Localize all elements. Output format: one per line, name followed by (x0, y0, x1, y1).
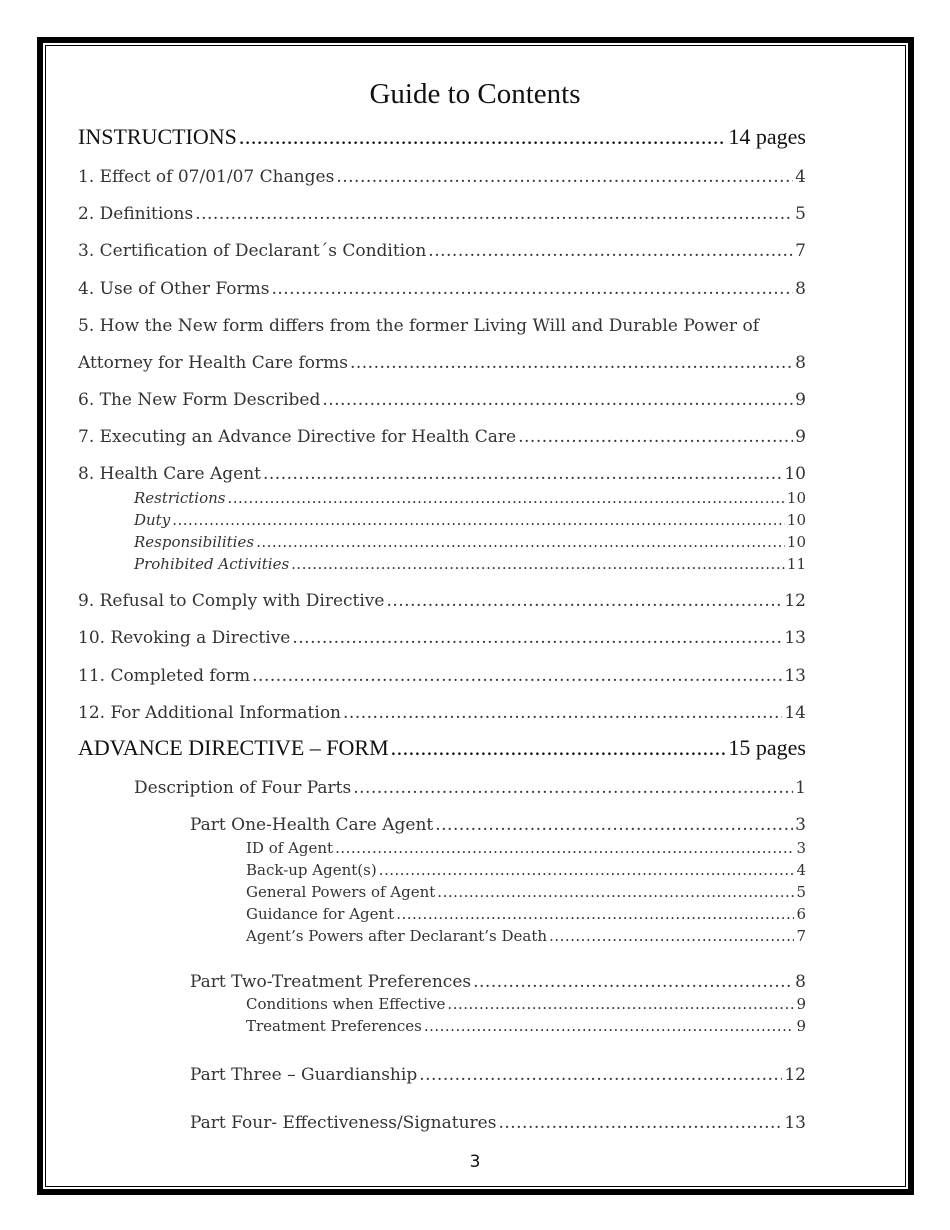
dot-leader (435, 815, 793, 835)
toc-page: 3 (796, 839, 806, 857)
dot-leader (498, 1113, 782, 1133)
toc-page: 5 (795, 204, 806, 224)
toc-label: 2. Definitions (78, 204, 194, 224)
toc-entry (78, 591, 806, 611)
toc-entry (134, 778, 806, 798)
toc-page: 12 (784, 1065, 806, 1085)
dot-leader (263, 464, 782, 484)
dot-leader (195, 204, 793, 224)
toc-subentry (246, 905, 806, 923)
toc-page: 13 (784, 1113, 806, 1133)
dot-leader (549, 927, 794, 945)
toc-label: Duty (134, 511, 171, 529)
dot-leader (227, 489, 784, 507)
toc-page: 1 (795, 778, 806, 798)
toc-entry (78, 279, 806, 299)
toc-label: 7. Executing an Advance Directive for Health Care (78, 427, 517, 447)
toc-subentry (134, 489, 806, 507)
toc-page: 3 (795, 815, 806, 835)
toc-subentry (246, 883, 806, 901)
toc-page: 12 (784, 591, 806, 611)
dot-leader (391, 735, 727, 761)
dot-leader (353, 778, 793, 798)
dot-leader (252, 666, 782, 686)
toc-label: 9. Refusal to Comply with Directive (78, 591, 385, 611)
toc-page: 13 (784, 628, 806, 648)
dot-leader (335, 839, 794, 857)
dot-leader (386, 591, 782, 611)
toc-page: 4 (796, 861, 806, 879)
toc-label: Part One-Health Care Agent (190, 815, 434, 835)
dot-leader (256, 533, 785, 551)
toc-label: Conditions when Effective (246, 995, 446, 1013)
dot-leader (336, 167, 793, 187)
toc-entry (78, 427, 806, 447)
toc-label: 3. Certification of Declarant´s Condition (78, 241, 427, 261)
dot-leader (424, 1017, 795, 1035)
toc-page: 8 (795, 972, 806, 992)
toc-label: 10. Revoking a Directive (78, 628, 291, 648)
toc-page: 8 (795, 279, 806, 299)
toc-subentry (134, 511, 806, 529)
toc-page: 13 (784, 666, 806, 686)
toc-entry (78, 241, 806, 261)
toc-label: Agent’s Powers after Declarant’s Death (246, 927, 548, 945)
toc-subentry (134, 555, 806, 573)
toc-entry (78, 204, 806, 224)
toc-label: Restrictions (134, 489, 226, 507)
toc-label: 1. Effect of 07/01/07 Changes (78, 167, 335, 187)
dot-leader (396, 905, 794, 923)
toc-entry (190, 815, 806, 835)
toc-label: 8. Health Care Agent (78, 464, 261, 484)
toc-page: 9 (795, 427, 806, 447)
toc-subentry (246, 995, 806, 1013)
section-label: INSTRUCTIONS (78, 124, 237, 149)
toc-label: Responsibilities (134, 533, 255, 551)
toc-page: 5 (796, 883, 806, 901)
toc-page: 7 (796, 927, 806, 945)
section-pages: 14 pages (728, 124, 806, 149)
section-advance-directive-form (78, 735, 806, 761)
toc-label: Part Four- Effectiveness/Signatures (190, 1113, 497, 1133)
toc-subentry (246, 927, 806, 945)
section-instructions (78, 124, 806, 150)
toc-entry (78, 353, 806, 373)
dot-leader (379, 861, 795, 879)
toc-label: Part Three – Guardianship (190, 1065, 418, 1085)
dot-leader (322, 390, 793, 410)
dot-leader (428, 241, 793, 261)
toc-page: 7 (795, 241, 806, 261)
toc-label: ID of Agent (246, 839, 334, 857)
dot-leader (292, 628, 782, 648)
dot-leader (172, 511, 785, 529)
toc-label: Attorney for Health Care forms (78, 353, 348, 373)
toc-label: Back-up Agent(s) (246, 861, 377, 879)
toc-entry (78, 390, 806, 410)
toc-label: 12. For Additional Information (78, 703, 342, 723)
toc-page: 8 (795, 353, 806, 373)
toc-page: 14 (784, 703, 806, 723)
toc-subentry (246, 1017, 806, 1035)
page-number: 3 (469, 1152, 481, 1172)
dot-leader (343, 703, 782, 723)
dot-leader (291, 555, 785, 573)
toc-label: Guidance for Agent (246, 905, 395, 923)
section-label: ADVANCE DIRECTIVE – FORM (78, 735, 389, 760)
toc-page: 9 (796, 995, 806, 1013)
dot-leader (473, 972, 793, 992)
toc-entry (78, 666, 806, 686)
toc-entry (190, 1113, 806, 1133)
toc-page: 9 (795, 390, 806, 410)
dot-leader (437, 883, 794, 901)
toc-page: 6 (796, 905, 806, 923)
dot-leader (350, 353, 793, 373)
toc-label: 11. Completed form (78, 666, 251, 686)
toc-label: Treatment Preferences (246, 1017, 422, 1035)
dot-leader (447, 995, 794, 1013)
toc-page: 10 (786, 511, 806, 529)
toc-page: 10 (784, 464, 806, 484)
toc-entry (78, 628, 806, 648)
toc-label: Part Two-Treatment Preferences (190, 972, 472, 992)
toc-page: 10 (786, 489, 806, 507)
toc-label: 4. Use of Other Forms (78, 279, 270, 299)
toc-page: 10 (786, 533, 806, 551)
toc-label: General Powers of Agent (246, 883, 436, 901)
toc-label: Prohibited Activities (134, 555, 290, 573)
toc-entry (78, 464, 806, 484)
toc-label: 5. How the New form differs from the former Living Will and Durable Power of (78, 316, 759, 336)
section-pages: 15 pages (728, 735, 806, 760)
toc-page: 4 (795, 167, 806, 187)
dot-leader (271, 279, 793, 299)
toc-entry (78, 167, 806, 187)
dot-leader (518, 427, 793, 447)
toc-subentry (246, 839, 806, 857)
toc-page: 11 (786, 555, 806, 573)
page-title: Guide to Contents (369, 78, 581, 110)
toc-subentry (134, 533, 806, 551)
dot-leader (419, 1065, 782, 1085)
toc-entry (78, 703, 806, 723)
toc-label: 6. The New Form Described (78, 390, 321, 410)
dot-leader (239, 124, 727, 150)
toc-entry (190, 972, 806, 992)
toc-page: 9 (796, 1017, 806, 1035)
toc-entry (190, 1065, 806, 1085)
toc-label: Description of Four Parts (134, 778, 352, 798)
toc-subentry (246, 861, 806, 879)
